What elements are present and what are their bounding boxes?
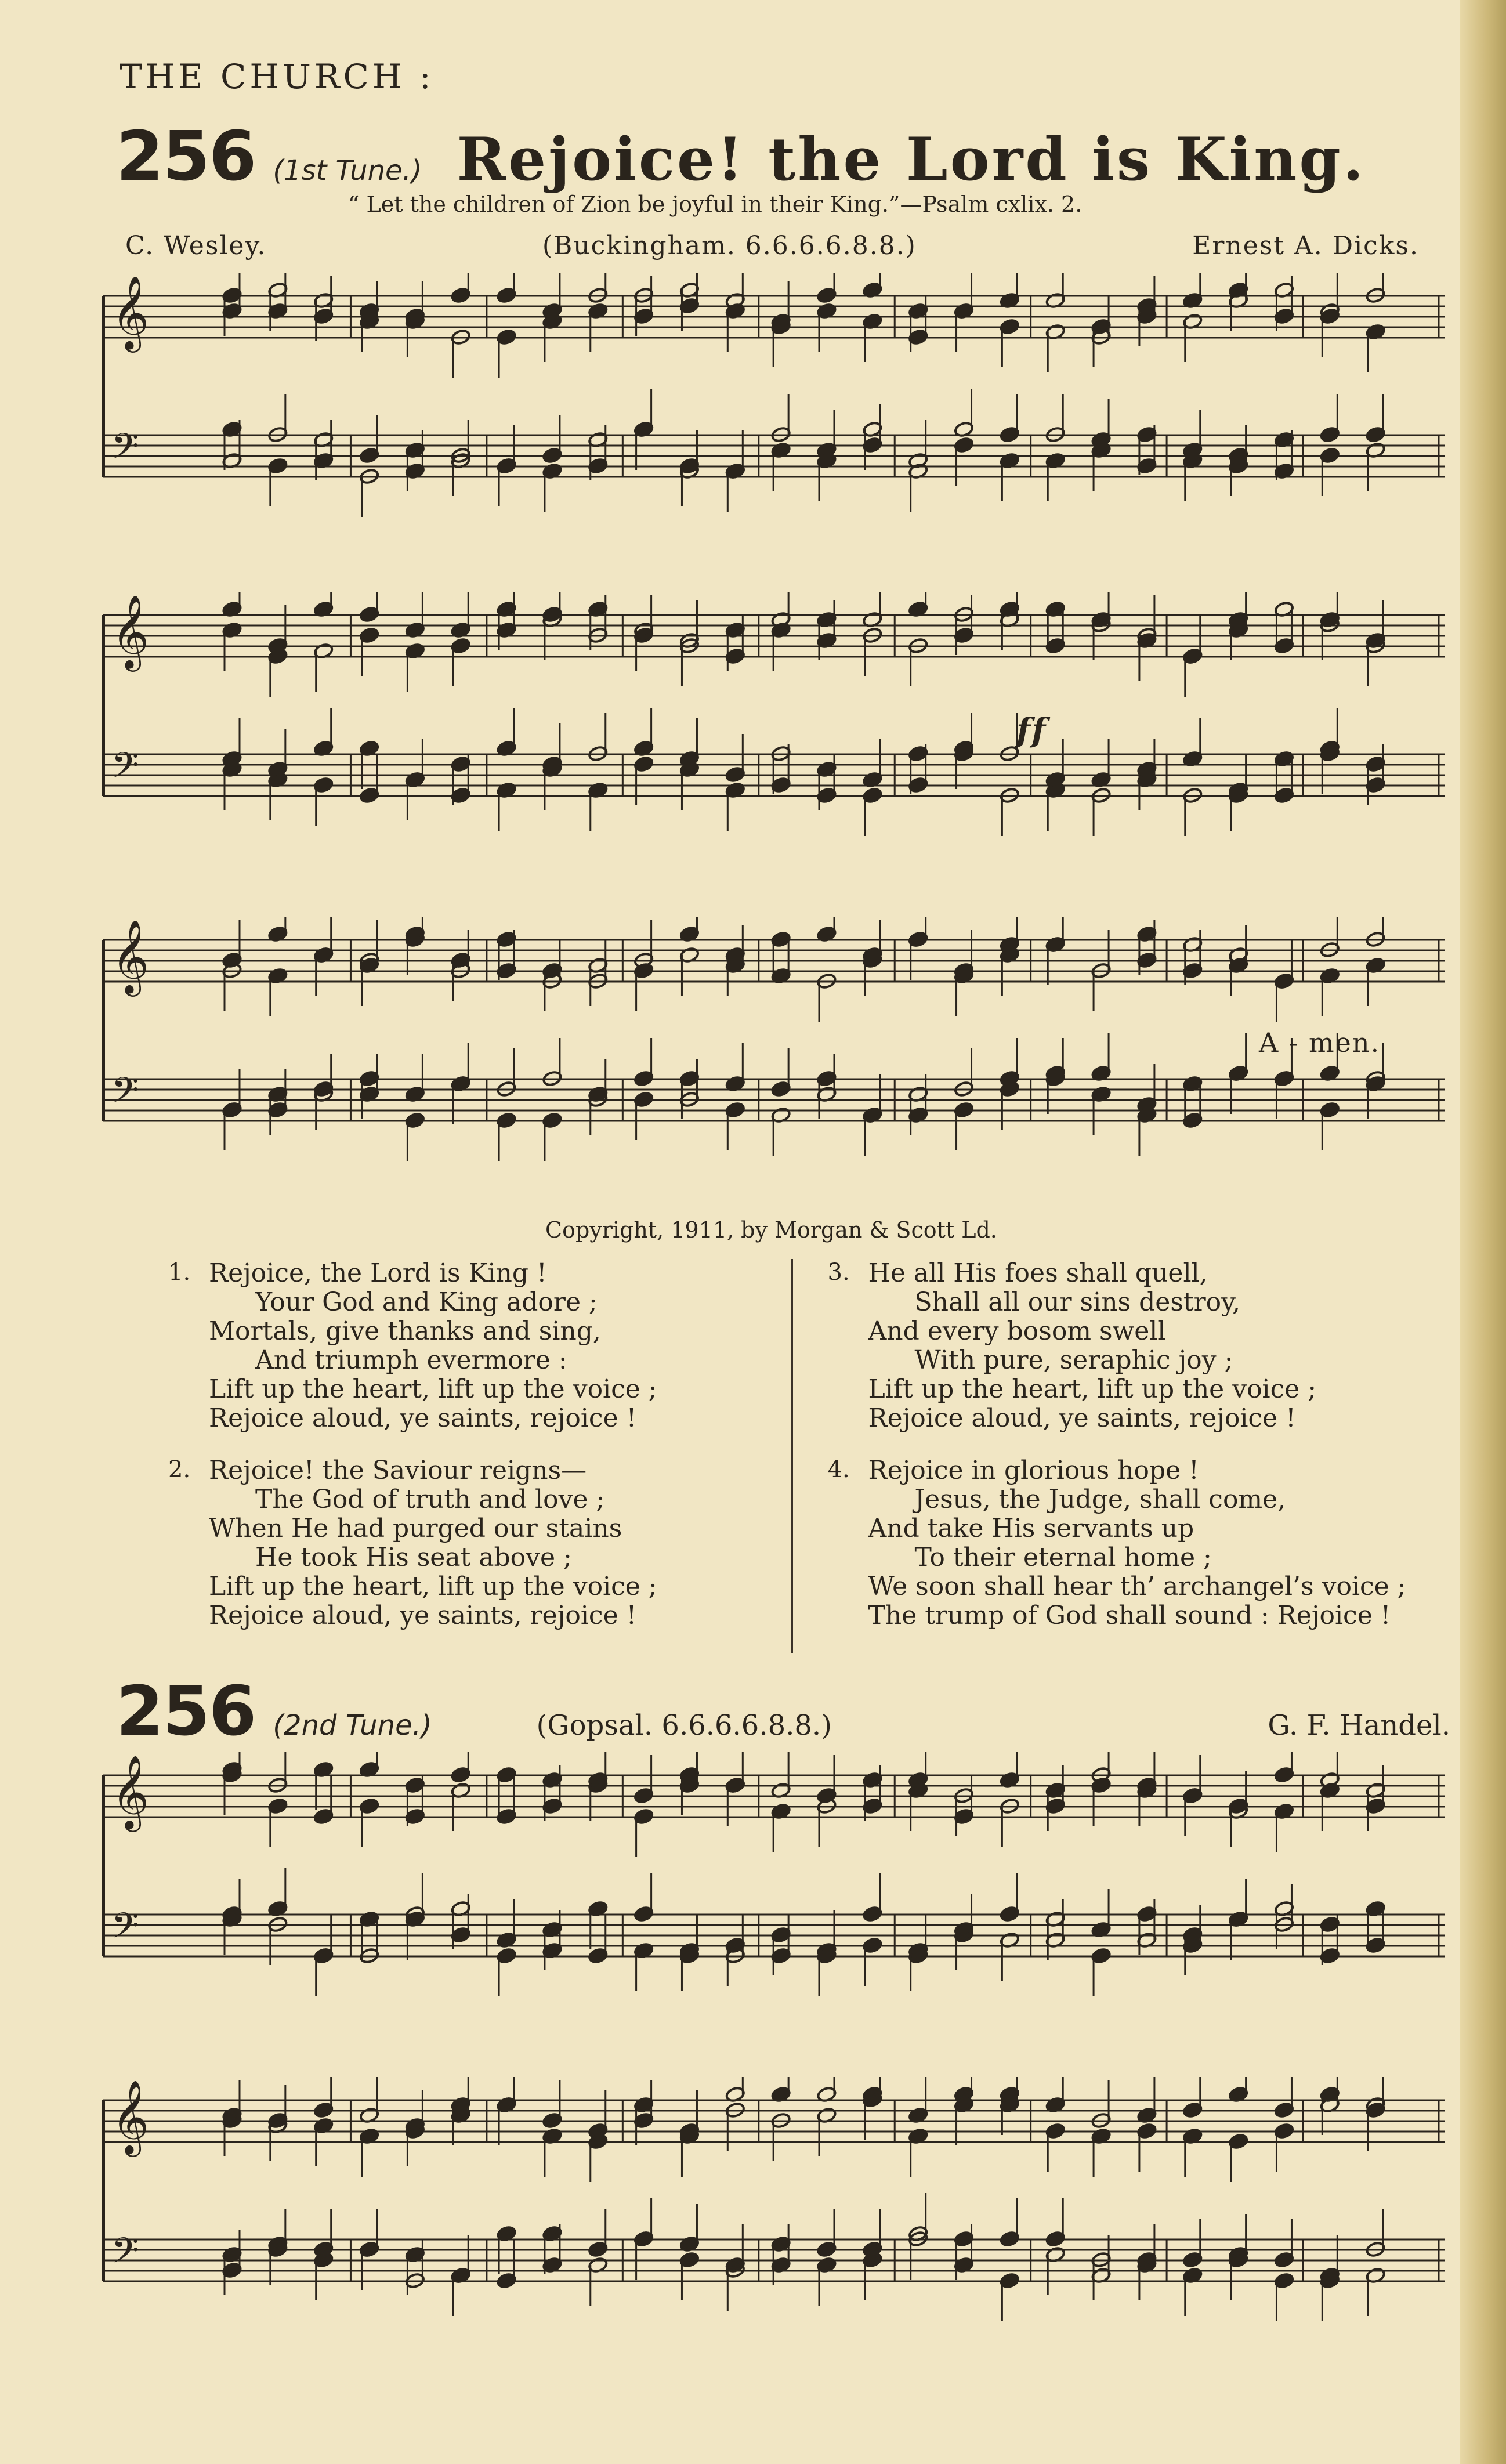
tune-name: (Gopsal. 6.6.6.6.8.8.) [536,1709,832,1742]
treble-clef: 𝄞 [111,1754,150,1829]
treble-clef: 𝄞 [111,2079,150,2154]
stanza-number: 3. [827,1259,850,1286]
page-edge [1460,0,1506,2464]
verse-line: And triumph evermore : [255,1345,567,1375]
verse-column-right [791,1259,1428,1653]
music-system-4 [99,1752,1450,2025]
author: C. Wesley. [125,231,267,260]
treble-clef: 𝄞 [111,919,150,993]
verse-line: Rejoice aloud, ye saints, rejoice ! [209,1601,637,1630]
stanza-3 [828,1259,1428,1433]
verse-line: Rejoice aloud, ye saints, rejoice ! [868,1403,1296,1433]
score-5 [99,2077,1450,2350]
verse-line: Rejoice! the Saviour reigns— [209,1456,587,1485]
verse-line: Lift up the heart, lift up the voice ; [868,1374,1317,1404]
verse-line: We soon shall hear th’ archangel’s voice ; [868,1572,1406,1601]
stanza-4 [828,1456,1428,1630]
music-system-2 [99,592,1450,864]
bass-clef: 𝄢 [111,2230,139,2280]
hymn-title: Rejoice! the Lord is King. [457,125,1366,194]
score-1 [99,273,1450,545]
treble-clef: 𝄞 [111,275,150,349]
verse-column-left [168,1259,768,1653]
verse-line: Jesus, the Judge, shall come, [914,1485,1286,1514]
hymn-1-credits [125,231,1419,260]
verse-line: Your God and King adore ; [255,1287,598,1317]
score-4 [99,1752,1450,2025]
bass-clef: 𝄢 [111,745,139,795]
bass-clef: 𝄢 [111,1070,139,1120]
tune-note: (1st Tune.) [273,154,422,187]
epigraph: “ Let the children of Zion be joyful in their King.”—Psalm cxlix. 2. [348,191,1083,217]
verse-line: The trump of God shall sound : Rejoice ! [868,1601,1391,1630]
music-system-1 [99,273,1450,545]
verse-line: With pure, seraphic joy ; [914,1345,1233,1375]
stanza-number: 2. [168,1456,191,1483]
verse-line: Rejoice, the Lord is King ! [209,1258,547,1288]
bass-clef: 𝄢 [111,426,139,476]
dynamic-marking: ff [1016,711,1047,750]
verse-line: When He had purged our stains [209,1514,622,1543]
tune-note: (2nd Tune.) [273,1709,432,1742]
verse-line: Rejoice aloud, ye saints, rejoice ! [209,1403,637,1433]
running-head: THE CHURCH : [120,57,435,96]
hymn-1-header [116,116,1450,196]
verse-line: And take His servants up [868,1514,1194,1543]
stanza-2 [168,1456,768,1630]
verse-line: Shall all our sins destroy, [914,1287,1241,1317]
bass-clef: 𝄢 [111,1905,139,1955]
verse-line: Lift up the heart, lift up the voice ; [209,1572,657,1601]
verse-line: He took His seat above ; [255,1543,572,1572]
composer: Ernest A. Dicks. [1192,231,1419,260]
music-system-5 [99,2077,1450,2350]
verses [168,1259,1427,1653]
treble-clef: 𝄞 [111,594,150,668]
amen-text: A - men. [1259,1027,1381,1058]
verse-line: The God of truth and love ; [255,1485,605,1514]
composer: G. F. Handel. [1268,1709,1450,1742]
verse-line: To their eternal home ; [914,1543,1212,1572]
verse-line: He all His foes shall quell, [868,1258,1208,1288]
hymn-2-header [116,1671,1450,1751]
music-system-3 [99,917,1450,1189]
tune-name: (Buckingham. 6.6.6.6.8.8.) [542,231,917,260]
copyright: Copyright, 1911, by Morgan & Scott Ld. [545,1217,997,1243]
score-3 [99,917,1450,1189]
verse-line: Mortals, give thanks and sing, [209,1316,601,1346]
stanza-number: 4. [827,1456,850,1483]
hymn-number: 256 [116,116,256,196]
verse-line: Rejoice in glorious hope ! [868,1456,1199,1485]
stanza-1 [168,1259,768,1433]
verse-line: And every bosom swell [868,1316,1166,1346]
verse-line: Lift up the heart, lift up the voice ; [209,1374,657,1404]
hymn-number: 256 [116,1671,256,1751]
stanza-number: 1. [168,1259,191,1286]
score-2 [99,592,1450,864]
